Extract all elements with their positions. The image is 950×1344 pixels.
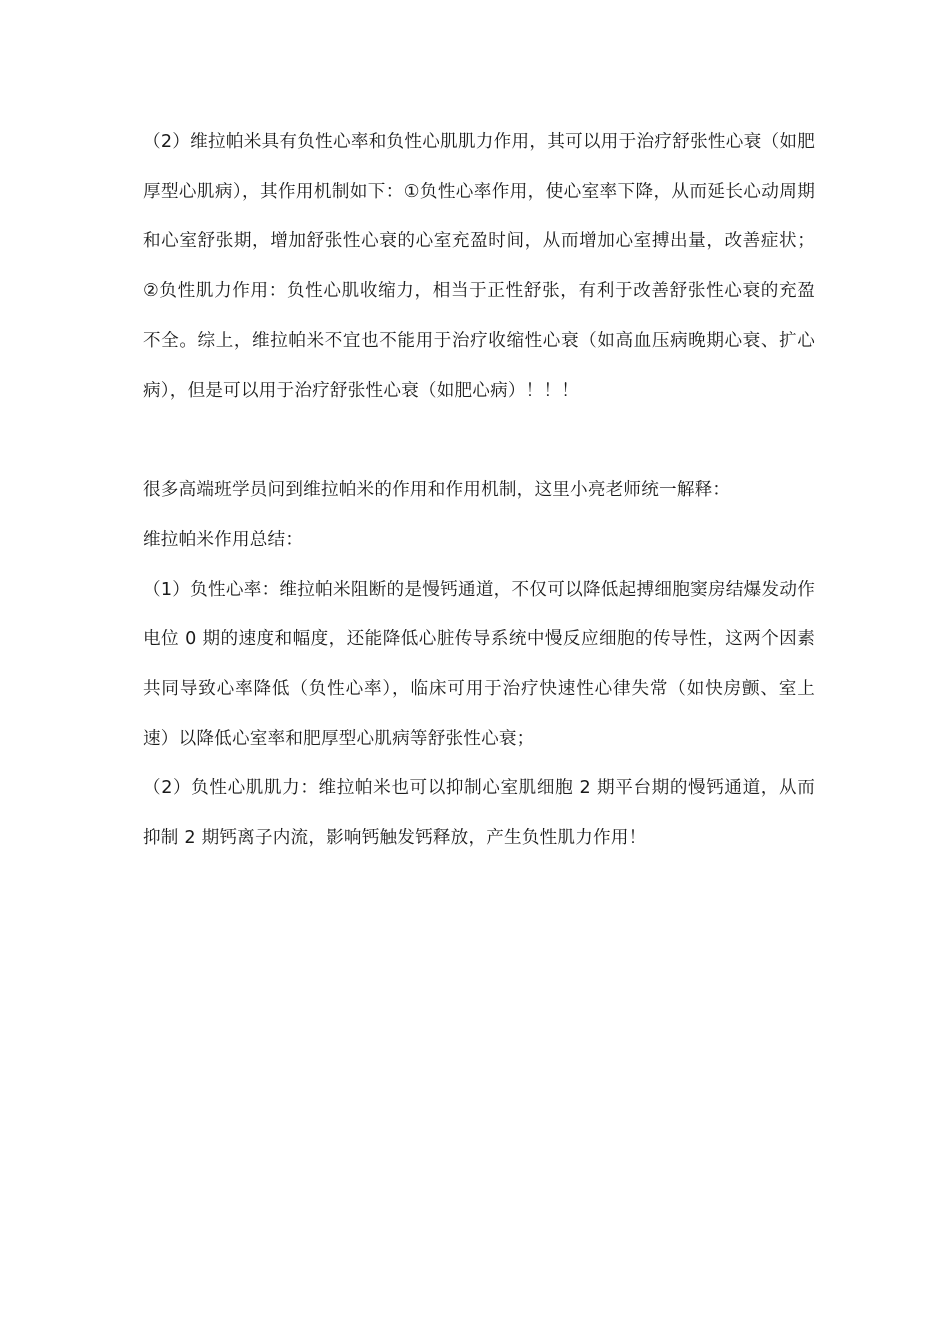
- document-body: [143, 118, 815, 864]
- paragraph-verapamil-diastolic-heart-failure: （2）维拉帕米具有负性心率和负性心肌肌力作用，其可以用于治疗舒张性心衰（如肥厚型心肌病），其作用机制如下：①负性心率作用，使心室率下降，从而延长心动周期和心室舒张期，增加舒张性心衰的心室充盈时间，从而增加心室搏出量，改善症状；②负性肌力作用：负性心肌收缩力，相当于正性舒张，有利于改善舒张性心衰的充盈不全。综上，维拉帕米不宜也不能用于治疗收缩性心衰（如高血压病晚期心衰、扩心病），但是可以用于治疗舒张性心衰（如肥心病）！！！: [143, 132, 815, 401]
- paragraph-negative-inotropy: （2）负性心肌肌力：维拉帕米也可以抑制心室肌细胞 2 期平台期的慢钙通道，从而抑制 2 期钙离子内流，影响钙触发钙释放，产生负性肌力作用！: [143, 778, 815, 849]
- paragraph-spacer: [143, 416, 815, 466]
- intro-line: 很多高端班学员问到维拉帕米的作用和作用机制，这里小亮老师统一解释：: [143, 480, 731, 501]
- paragraph-negative-heart-rate: （1）负性心率：维拉帕米阻断的是慢钙通道，不仅可以降低起搏细胞窦房结爆发动作电位 0 期的速度和幅度，还能降低心脏传导系统中慢反应细胞的传导性，这两个因素共同导致心率降低（负性心率），临床可用于治疗快速性心律失常（如快房颤、室上速）以降低心室率和肥厚型心肌病等舒张性心衰；: [143, 579, 815, 749]
- summary-heading: 维拉帕米作用总结：: [143, 529, 304, 550]
